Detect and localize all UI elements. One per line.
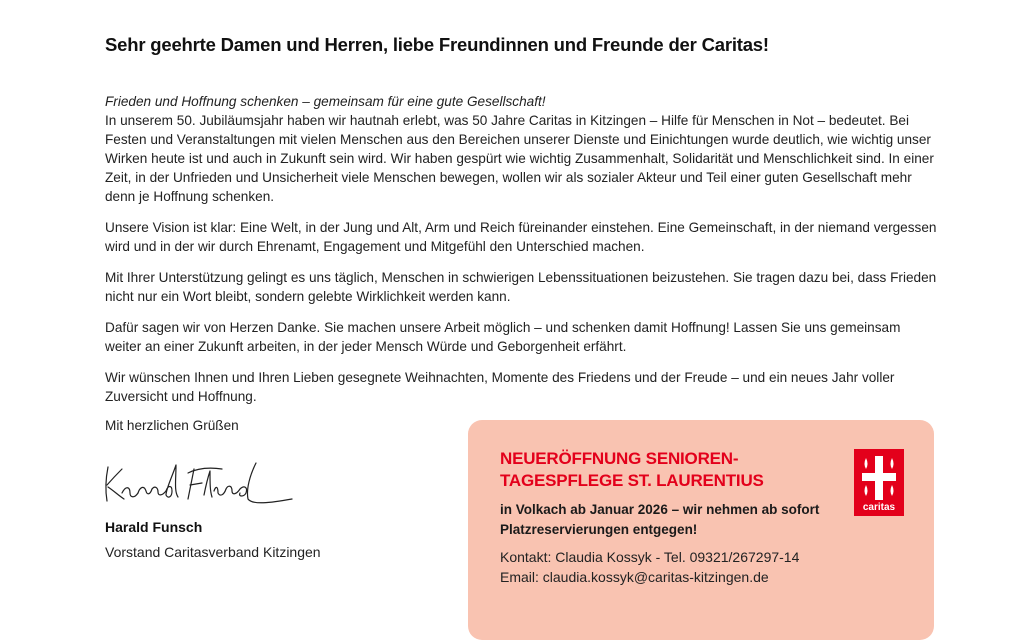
promo-contact [500,547,799,587]
letter-paragraph-4: Dafür sagen wir von Herzen Danke. Sie machen unsere Arbeit möglich – und schenken damit Hoffnung! Lassen Sie uns gemeinsam weiter an einer Zukunft arbeiten, in der jeder Mensch Würde und Geborgenheit erfährt. [105,320,901,354]
logo-wordmark: caritas [862,502,896,513]
promo-subtitle: in Volkach ab Januar 2026 – wir nehmen ab sofort Platzreservierungen entgegen! [500,502,820,537]
letter-paragraph-1: In unserem 50. Jubiläumsjahr haben wir hautnah erlebt, was 50 Jahre Caritas in Kitzingen – Hilfe für Menschen in Not – bedeutet. Bei Festen und Veranstaltungen mit vielen Menschen aus den Bereichen unserer Dienste und Einichtungen wurde deutlich, wie wichtig unser Wirken heute ist und auch in Zukunft sein wird. Wir haben gespürt wie wichtig Zusammenhalt, Solidarität und Menschlichkeit sind. In einer Zeit, in der Unfrieden und Unsicherheit viele Menschen bewegen, wollen wir als sozialer Akteur und Teil einer guten Gesellschaft mehr denn je Hoffnung schenken. [105,113,934,204]
caritas-flame-cross-icon [860,454,898,502]
signer-role: Vorstand Caritasverband Kitzingen [105,544,321,560]
letter-slogan: Frieden und Hoffnung schenken – gemeinsam für eine gute Gesellschaft! [105,94,546,109]
contact-email[interactable]: Email: claudia.kossyk@caritas-kitzingen.de [500,569,769,585]
letter-closing: Mit herzlichen Grüßen [105,418,239,433]
letter-paragraph-5: Wir wünschen Ihnen und Ihren Lieben gesegnete Weihnachten, Momente des Friedens und der Freude – und ein neues Jahr voller Zuversicht und Hoffnung. [105,370,895,404]
letter-paragraph-3: Mit Ihrer Unterstützung gelingt es uns täglich, Menschen in schwierigen Lebenssituationen beizustehen. Sie tragen dazu bei, dass Frieden nicht nur ein Wort bleibt, sondern gelebte Wirklichkeit werden kann. [105,270,937,304]
signer-name: Harald Funsch [105,519,203,535]
promo-title: NEUERÖFFNUNG SENIOREN-TAGESPFLEGE ST. LAURENTIUS [500,449,764,490]
handwritten-signature [100,455,300,513]
letter-greeting: Sehr geehrte Damen und Herren, liebe Freundinnen und Freunde der Caritas! [105,34,769,55]
caritas-logo [854,449,904,516]
letter-body [105,92,940,418]
letter-paragraph-2: Unsere Vision ist klar: Eine Welt, in der Jung und Alt, Arm und Reich füreinander einstehen. Eine Gemeinschaft, in der niemand vergessen wird und in der wir durch Ehrenamt, Engagement und Mitgefühl den Unterschied machen. [105,220,937,254]
contact-phone: Kontakt: Claudia Kossyk - Tel. 09321/267297-14 [500,549,800,565]
promo-box [468,420,934,640]
